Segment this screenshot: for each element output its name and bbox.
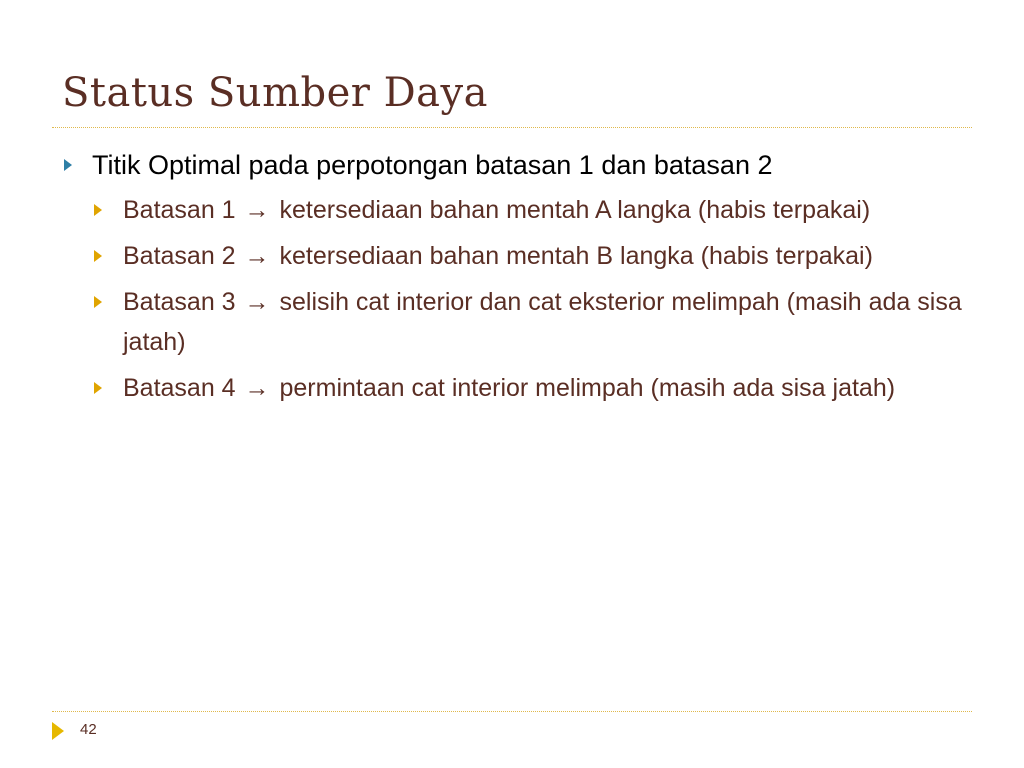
page-number: 42 bbox=[80, 721, 97, 738]
sub-point-text: ketersediaan bahan mentah B langka (habis terpakai) bbox=[279, 242, 873, 270]
arrow-right-icon: → bbox=[244, 374, 270, 402]
sub-bullet-point bbox=[92, 282, 962, 362]
slide-content bbox=[62, 144, 962, 414]
level2-bullet-icon bbox=[94, 250, 102, 262]
arrow-right-icon: → bbox=[244, 196, 270, 224]
sub-point-label: Batasan 1 bbox=[123, 196, 236, 224]
sub-point-text: permintaan cat interior melimpah (masih ada sisa jatah) bbox=[279, 374, 896, 402]
sub-bullet-point bbox=[92, 368, 962, 408]
main-bullet-point bbox=[62, 144, 962, 186]
footer-divider bbox=[52, 711, 972, 712]
footer-triangle-icon bbox=[52, 722, 64, 740]
sub-bullet-point bbox=[92, 190, 962, 230]
sub-bullet-point bbox=[92, 236, 962, 276]
level2-bullet-icon bbox=[94, 382, 102, 394]
sub-point-text: selisih cat interior dan cat eksterior melimpah (masih ada sisa jatah) bbox=[123, 288, 962, 356]
sub-point-label: Batasan 4 bbox=[123, 374, 236, 402]
sub-point-label: Batasan 3 bbox=[123, 288, 236, 316]
slide-title: Status Sumber Daya bbox=[62, 70, 488, 116]
level1-bullet-icon bbox=[64, 159, 72, 171]
main-point-text: Titik Optimal pada perpotongan batasan 1 dan batasan 2 bbox=[92, 150, 773, 180]
level2-bullet-icon bbox=[94, 296, 102, 308]
sub-point-text: ketersediaan bahan mentah A langka (habis terpakai) bbox=[279, 196, 871, 224]
arrow-right-icon: → bbox=[244, 288, 270, 316]
level2-bullet-icon bbox=[94, 204, 102, 216]
sub-point-label: Batasan 2 bbox=[123, 242, 236, 270]
title-divider bbox=[52, 127, 972, 128]
arrow-right-icon: → bbox=[244, 242, 270, 270]
